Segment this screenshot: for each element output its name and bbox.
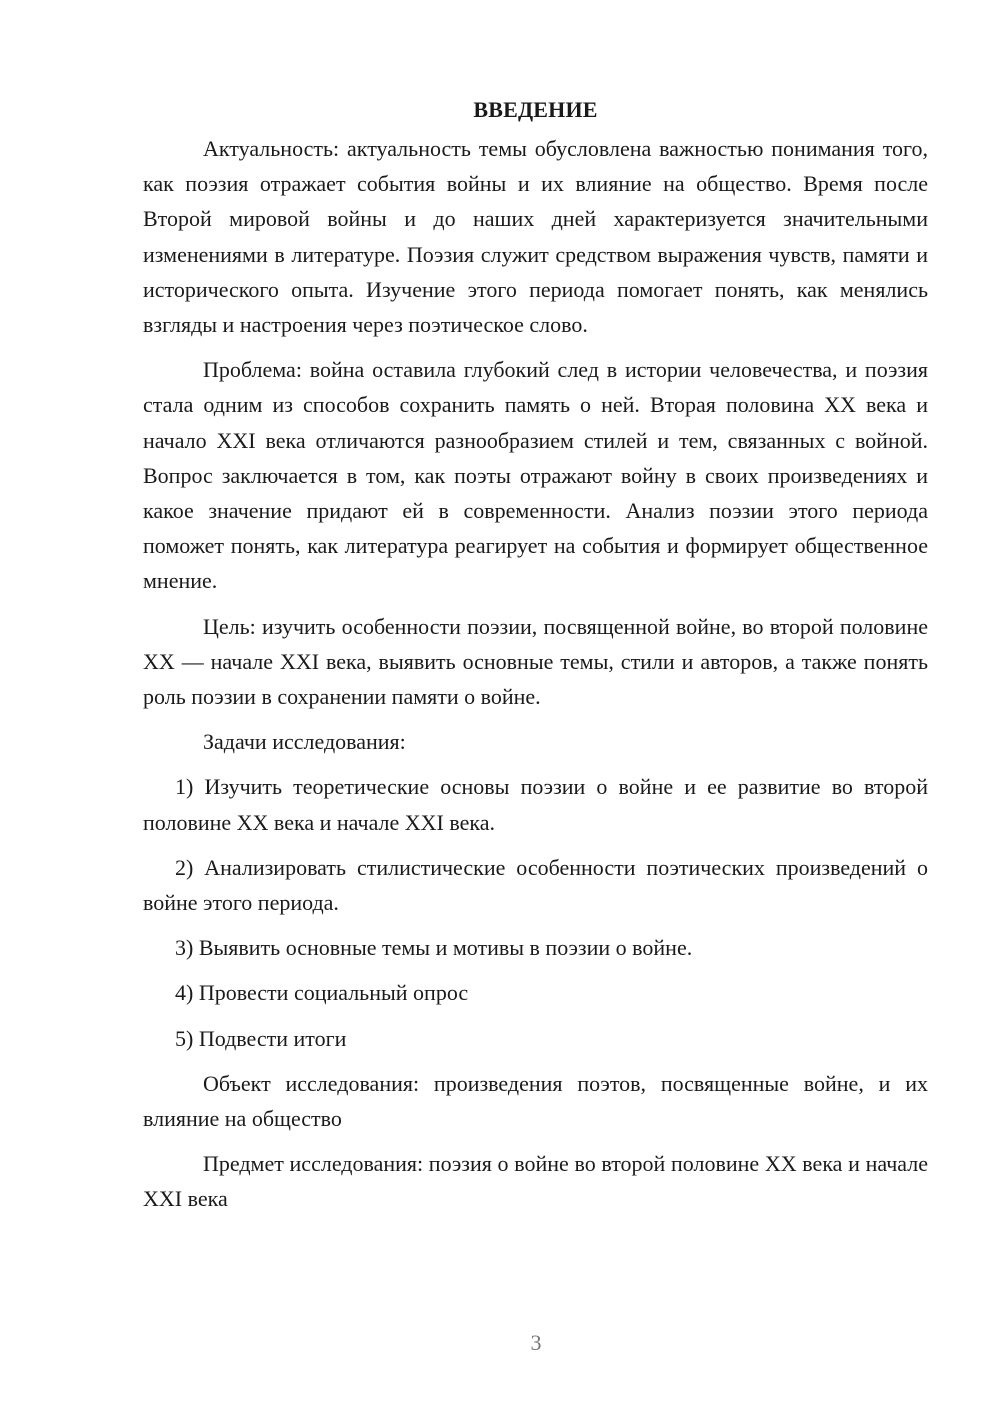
- task-item-4: 4) Провести социальный опрос: [175, 980, 469, 1006]
- section-title: ВВЕДЕНИЕ: [473, 97, 598, 122]
- task-item-5: 5) Подвести итоги: [175, 1025, 347, 1051]
- task-item-1: 1) Изучить теоретические основы поэзии о войне и ее развитие во второй половине XX века и начале XXI века.: [143, 774, 928, 835]
- tasks-heading: Задачи исследования:: [203, 729, 406, 755]
- goal-paragraph: Цель: изучить особенности поэзии, посвященной войне, во второй половине XX — начале XXI века, выявить основные темы, стили и авторов, а также понять роль поэзии в сохранении памяти о войне.: [143, 613, 928, 710]
- task-item-3: 3) Выявить основные темы и мотивы в поэзии о войне.: [175, 935, 693, 961]
- page-number: 3: [530, 1330, 542, 1355]
- problem-paragraph: Проблема: война оставила глубокий след в истории человечества, и поэзия стала одним из способов сохранить память о ней. Вторая половина XX века и начало XXI века отличаются разнообразием стилей и тем, связанных с войной. Вопрос заключается в том, как поэты отражают войну в своих произведениях и какое значение придают ей в современности. Анализ поэзии этого периода поможет понять, как литература реагирует на события и формирует общественное мнение.: [143, 357, 928, 594]
- relevance-paragraph: Актуальность: актуальность темы обусловлена важностью понимания того, как поэзия отражает события войны и их влияние на общество. Время после Второй мировой войны и до наших дней характеризуется значительными изменениями в литературе. Поэзия служит средством выражения чувств, памяти и исторического опыта. Изучение этого периода помогает понять, как менялись взгляды и настроения через поэтическое слово.: [143, 136, 928, 338]
- document-page: [143, 92, 928, 1227]
- task-item-2: 2) Анализировать стилистические особенности поэтических произведений о войне этого периода.: [143, 854, 928, 916]
- subject-paragraph: Предмет исследования: поэзия о войне во второй половине XX века и начале XXI века: [143, 1151, 928, 1212]
- object-paragraph: Объект исследования: произведения поэтов, посвященные войне, и их влияние на общество: [143, 1070, 928, 1132]
